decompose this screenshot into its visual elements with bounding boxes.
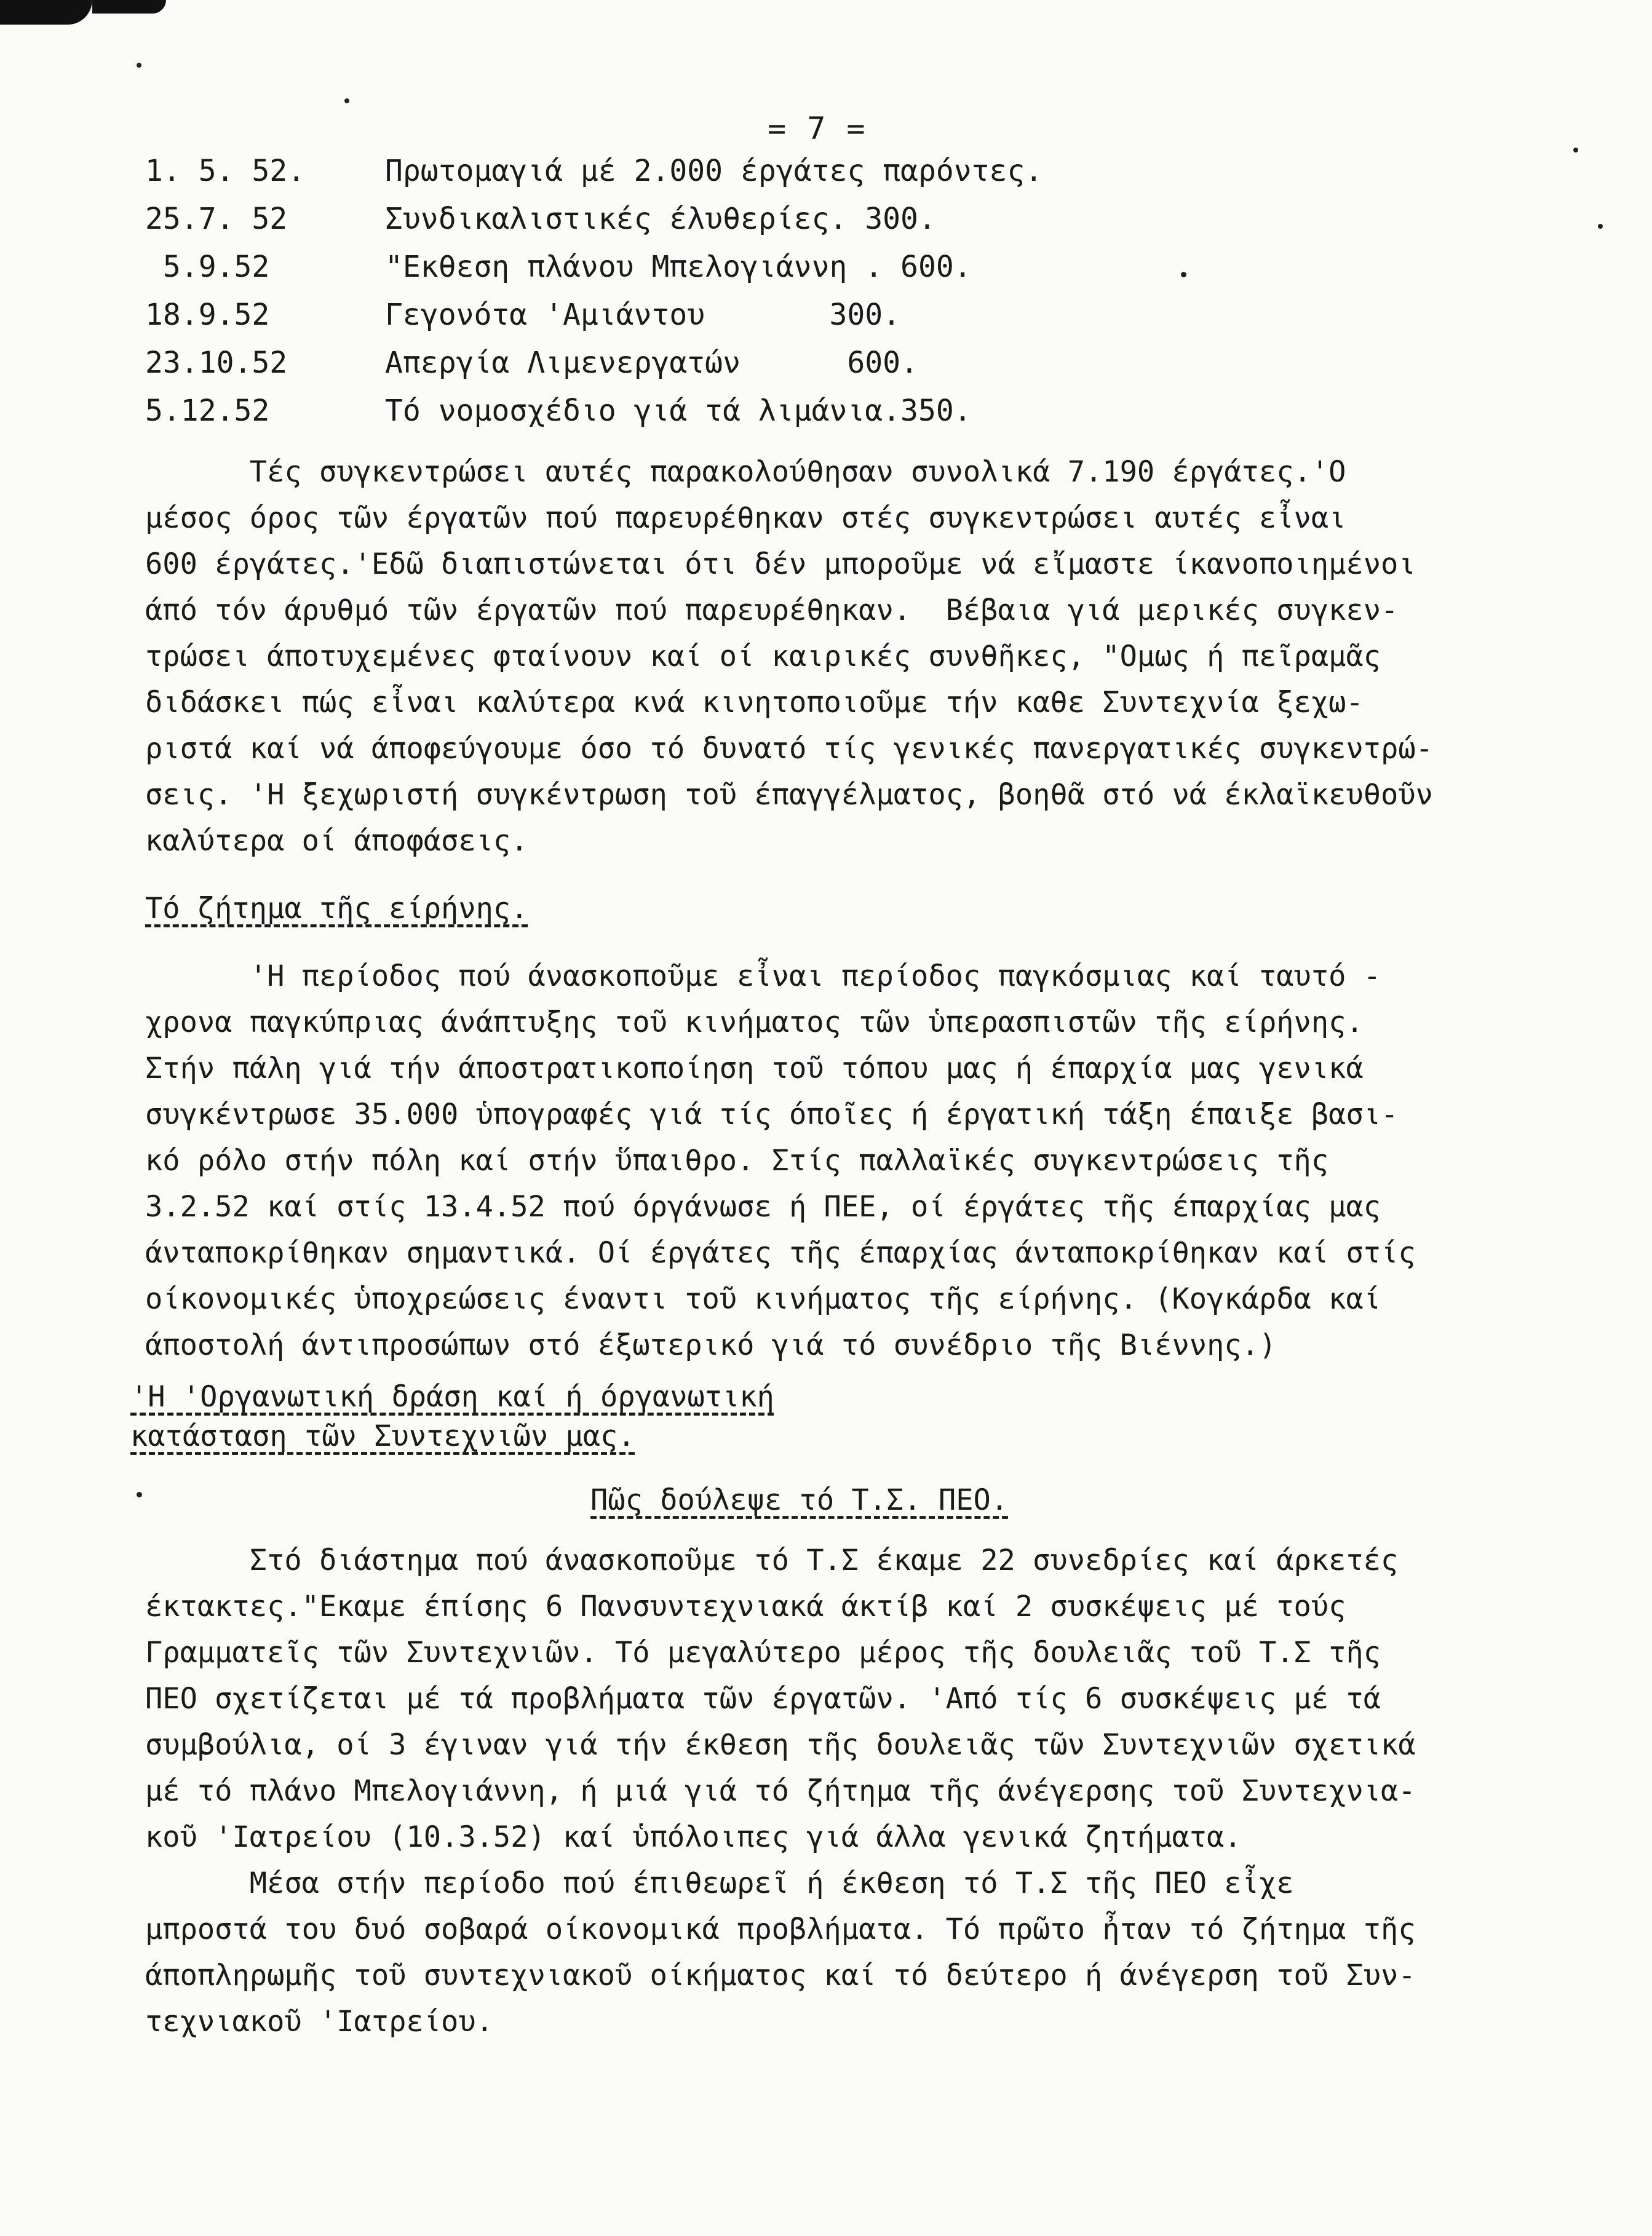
text-line: άνταποκρίθηκαν σημαντικά. Οί έργάτες τῆς έπαρχίας άνταποκρίθηκαν καί στίς	[145, 1236, 1416, 1270]
scan-speck	[137, 63, 141, 68]
schedule-date: 1. 5. 52.	[145, 154, 306, 188]
scan-speck	[1181, 272, 1186, 277]
heading-peace: Τό ζήτημα τῆς είρήνης.	[145, 892, 528, 926]
schedule-event: Απεργία Λιμενεργατών 600.	[385, 346, 918, 380]
text-line: άπό τόν άρυθμό τῶν έργατῶν πού παρευρέθηκαν. Βέβαια γιά μερικές συγκεν-	[145, 593, 1399, 627]
text-line: 'Η περίοδος πού άνασκοποῦμε εἶναι περίοδος παγκόσμιας καί ταυτό -	[145, 959, 1381, 993]
scan-blot	[0, 0, 92, 25]
text-line: άποπληρωμῆς τοῦ συντεχνιακοῦ οίκήματος καί τό δεύτερο ή άνέγερση τοῦ Συν-	[145, 1959, 1416, 1992]
paragraph-finances	[145, 1860, 1541, 2045]
text-line: Στό διάστημα πού άνασκοποῦμε τό Τ.Σ έκαμε 22 συνεδρίες καί άρκετές	[145, 1544, 1399, 1577]
schedule-date: 18.9.52	[145, 298, 270, 332]
paragraph-gatherings	[145, 449, 1541, 864]
page-number: = 7 =	[768, 111, 867, 146]
text-line: συμβούλια, οί 3 έγιναν γιά τήν έκθεση τῆς δουλειᾶς τῶν Συντεχνιῶν σχετικά	[145, 1728, 1416, 1762]
text-line: άποστολή άντιπροσώπων στό έξωτερικό γιά τό συνέδριο τῆς Βιέννης.)	[145, 1328, 1277, 1362]
text-line: ριστά καί νά άποφεύγουμε όσο τό δυνατό τίς γενικές πανεργατικές συγκεντρώ-	[145, 732, 1433, 766]
text-line: έκτακτες."Εκαμε έπίσης 6 Πανσυντεχνιακά άκτίβ καί 2 συσκέψεις μέ τούς	[145, 1590, 1346, 1623]
text-line: Τές συγκεντρώσει αυτές παρακολούθησαν συνολικά 7.190 έργάτες.'Ο	[145, 455, 1346, 489]
schedule-event: Πρωτομαγιά μέ 2.000 έργάτες παρόντες.	[385, 154, 1043, 188]
text-line: συγκέντρωσε 35.000 ὑπογραφές γιά τίς όποῖες ή έργατική τάξη έπαιξε βασι-	[145, 1098, 1399, 1132]
text-line: μπροστά του δυό σοβαρά οίκονομικά προβλήματα. Τό πρῶτο ἦταν τό ζήτημα τῆς	[145, 1913, 1416, 1946]
text-line: οίκονομικές ὑποχρεώσεις έναντι τοῦ κινήματος τῆς είρήνης. (Κογκάρδα καί	[145, 1282, 1381, 1316]
schedule-event: Συνδικαλιστικές έλυθερίες. 300.	[385, 202, 936, 236]
schedule-date: 5.12.52	[145, 394, 270, 428]
text-line: τεχνιακοῦ 'Ιατρείου.	[145, 2005, 493, 2039]
heading-organization-line: κατάσταση τῶν Συντεχνιῶν μας.	[130, 1419, 635, 1453]
text-line: χρονα παγκύπριας άνάπτυξης τοῦ κινήματος τῶν ὑπερασπιστῶν τῆς είρήνης.	[145, 1005, 1364, 1039]
scan-blot	[92, 0, 166, 14]
scan-speck	[137, 1492, 142, 1497]
heading-ts-peo: Πῶς δούλεψε τό Τ.Σ. ΠΕΟ.	[590, 1483, 1009, 1517]
text-line: κό ρόλο στήν πόλη καί στήν ὕπαιθρο. Στίς παλλαϊκές συγκεντρώσεις τῆς	[145, 1144, 1329, 1178]
scan-speck	[1573, 148, 1578, 153]
scan-speck	[344, 98, 349, 103]
text-line: μέσος όρος τῶν έργατῶν πού παρευρέθηκαν στές συγκεντρώσει αυτές εἶναι	[145, 501, 1346, 535]
text-line: Μέσα στήν περίοδο πού έπιθεωρεῖ ή έκθεση τό Τ.Σ τῆς ΠΕΟ εἶχε	[145, 1866, 1294, 1900]
text-line: κοῦ 'Ιατρείου (10.3.52) καί ὑπόλοιπες γιά άλλα γενικά ζητήματα.	[145, 1820, 1242, 1854]
text-line: μέ τό πλάνο Μπελογιάννη, ή μιά γιά τό ζήτημα τῆς άνέγερσης τοῦ Συντεχνια-	[145, 1774, 1416, 1808]
text-line: Γραμματεῖς τῶν Συντεχνιῶν. Τό μεγαλύτερο μέρος τῆς δουλειᾶς τοῦ Τ.Σ τῆς	[145, 1636, 1381, 1670]
schedule-event: "Εκθεση πλάνου Μπελογιάννη . 600.	[385, 250, 972, 284]
text-line: τρώσει άποτυχεμένες φταίνουν καί οί καιρικές συνθῆκες, "Ομως ή πεῖραμᾶς	[145, 640, 1381, 673]
text-line: καλύτερα οί άποφάσεις.	[145, 824, 528, 858]
text-line: Στήν πάλη γιά τήν άποστρατικοποίηση τοῦ τόπου μας ή έπαρχία μας γενικά	[145, 1052, 1364, 1085]
schedule-date: 5.9.52	[145, 250, 270, 284]
text-line: 600 έργάτες.'Εδῶ διαπιστώνεται ότι δέν μποροῦμε νά εἴμαστε ίκανοποιημένοι	[145, 547, 1416, 581]
heading-organization	[130, 1378, 774, 1456]
schedule-date: 25.7. 52	[145, 202, 288, 236]
text-line: ΠΕΟ σχετίζεται μέ τά προβλήματα τῶν έργατῶν. 'Από τίς 6 συσκέψεις μέ τά	[145, 1682, 1381, 1716]
text-line: διδάσκει πώς εἶναι καλύτερα κνά κινητοποιοῦμε τήν καθε Συντεχνία ξεχω-	[145, 686, 1364, 720]
paragraph-peace	[145, 953, 1541, 1368]
text-line: 3.2.52 καί στίς 13.4.52 πού όργάνωσε ή ΠΕΕ, οί έργάτες τῆς έπαρχίας μας	[145, 1190, 1381, 1224]
paragraph-ts-work	[145, 1537, 1541, 1860]
schedule-date: 23.10.52	[145, 346, 288, 380]
schedule-event: Τό νομοσχέδιο γιά τά λιμάνια.350.	[385, 394, 972, 428]
text-line: σεις. 'Η ξεχωριστή συγκέντρωση τοῦ έπαγγέλματος, βοηθᾶ στό νά έκλαϊκευθοῦν	[145, 778, 1433, 812]
schedule-event: Γεγονότα 'Αμιάντου 300.	[385, 298, 901, 332]
heading-organization-line: 'Η 'Οργανωτική δράση καί ή όργανωτική	[130, 1380, 774, 1414]
scan-speck	[1598, 224, 1603, 229]
